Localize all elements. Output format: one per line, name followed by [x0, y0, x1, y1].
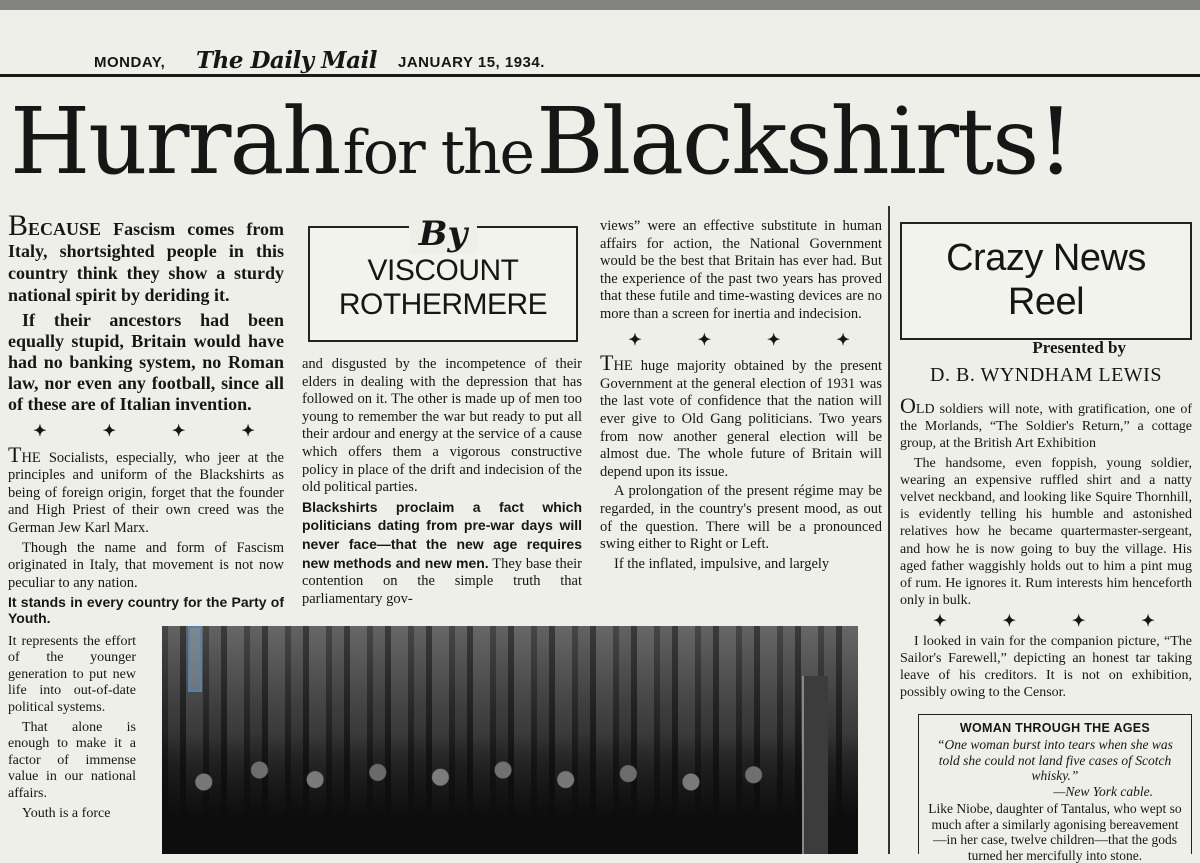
- woman-through-the-ages-box: [918, 714, 1192, 863]
- presented-by: Presented by: [1032, 338, 1126, 357]
- masthead-paper-name: The Daily Mail: [196, 47, 378, 74]
- drop-cap: B: [8, 209, 29, 242]
- masthead-rule: [0, 74, 1200, 77]
- paragraph: [900, 393, 1192, 453]
- section-divider-stars: ✦ ✦ ✦ ✦: [33, 423, 281, 440]
- paragraph: It represents the effort of the younger generation to put new life into out-of-date political systems.: [8, 634, 136, 715]
- crazy-title-line-2: Reel: [1007, 281, 1085, 323]
- paragraph: and disgusted by the incompetence of their elders in dealing with the depression that has followed on it. The other is made up of men too young to remember the war but ready to put all their ardour and energy at the service of a cause which offers them a vigorous constructive policy in place of the drift and indecision of the old political parties.: [302, 356, 582, 496]
- paragraph: [8, 441, 284, 538]
- headline-word-hurrah: Hurrah: [10, 88, 340, 195]
- small-caps: ECAUSE: [28, 219, 102, 239]
- paragraph: I looked in vain for the companion picture, “The Sailor's Farewell,” depicting an honest tar taking leave of his creditors. It is not on exhibition, possibly owing to the Censor.: [900, 633, 1192, 701]
- crazy-news-reel-box: [900, 222, 1192, 340]
- headline-word-blackshirts: Blackshirts!: [536, 88, 1073, 195]
- paragraph-bold: It stands in every country for the Party of Youth.: [8, 594, 284, 627]
- byline-author-line-1: VISCOUNT: [367, 254, 519, 287]
- paragraph: A prolongation of the present régime may be regarded, in the country's present mood, as out of the question. There will be a pronounced swing either to Right or Left.: [600, 483, 882, 553]
- woman-box-title: WOMAN THROUGH THE AGES: [959, 721, 1151, 735]
- crazy-title-line-1: Crazy News: [946, 237, 1146, 279]
- byline-box: [308, 214, 578, 342]
- paragraph-text: LD soldiers will note, with gratification, one of the Morlands, “The Soldier's Return,” a cottage group, at the British Art Exhibition: [900, 402, 1192, 452]
- section-divider-stars: ✦ ✦ ✦ ✦: [628, 331, 876, 349]
- paragraph: The handsome, even foppish, young soldier, wearing an expensive ruffled shirt and a natty velvet neckband, and looking like Squire Thornhill, is evidently telling his humble and astonished relatives how he became quartermaster-sergeant, and how he is now going to buy the village. His aged father waggishly holds out to him a pint mug of rum. He ignores it. Rum interests him henceforth only in bulk.: [900, 455, 1192, 609]
- paragraph-text: Fascism comes from Italy, shortsighted people in this country think they show a sturdy national spirit by deriding it.: [8, 219, 284, 305]
- headline-word-for-the: for the: [342, 118, 533, 188]
- article-narrow-column: [8, 634, 136, 826]
- paragraph: [600, 350, 882, 481]
- masthead-day: MONDAY,: [94, 54, 166, 71]
- woman-box-quote: “One woman burst into tears when she was told she could not land five cases of Scotch whisky.”: [937, 737, 1173, 783]
- crazy-author: D. B. WYNDHAM LEWIS: [930, 364, 1162, 386]
- column-rule: [888, 206, 890, 854]
- photo-blackshirts-march: [162, 626, 858, 854]
- paragraph: Though the name and form of Fascism originated in Italy, that movement is not now peculiar to any nation.: [8, 539, 284, 591]
- article-column-1: [8, 209, 284, 628]
- selection-marker: [188, 626, 202, 692]
- paragraph: [8, 209, 284, 306]
- masthead-date: JANUARY 15, 1934.: [398, 54, 545, 71]
- paragraph-text: They base their contention on the simple truth that parliamentary gov-: [302, 555, 582, 607]
- woman-box-source: —New York cable.: [1053, 783, 1153, 799]
- byline-by: By: [409, 214, 478, 254]
- photo-crowd: [162, 734, 858, 854]
- article-column-2: [302, 356, 582, 610]
- paragraph: [302, 499, 582, 609]
- masthead: [0, 0, 1200, 80]
- paragraph: That alone is enough to make it a factor of immense value in our national affairs.: [8, 720, 136, 801]
- byline-author-line-2: ROTHERMERE: [338, 288, 548, 321]
- paragraph: If the inflated, impulsive, and largely: [614, 555, 830, 572]
- paragraph: views” were an effective substitute in human affairs for action, the National Government would be the best that Britain has ever had. But the experience of the past two years has proved that these futile and time-wasting devices are no more than a screen for inertia and indecision.: [600, 218, 882, 322]
- paragraph: If their ancestors had been equally stupid, Britain would have had no banking system, no Roman law, nor even any football, since all of these are of Italian invention.: [8, 310, 284, 414]
- initial-cap: T: [8, 441, 22, 467]
- initial-cap: T: [600, 350, 614, 376]
- section-divider-stars: ✦ ✦ ✦ ✦: [933, 613, 1181, 631]
- woman-box-body: Like Niobe, daughter of Tantalus, who wept so much after a similarly agonising bereavement—in her case, twelve children—that the gods turned her mercifully into stone.: [928, 801, 1182, 863]
- paragraph: Youth is a force: [22, 806, 111, 822]
- paragraph-text: HE huge majority obtained by the present Government at the general election of 1931 was the last vote of confidence that the nation will ever give to Old Gang politicians. Two years from now another general election will be almost due. The whole future of Britain will depend upon its issue.: [600, 358, 882, 480]
- paragraph-bold: Blackshirts proclaim a fact which politicians dating from pre-war days will never face—that the new age requires new methods and new men.: [302, 498, 582, 571]
- paragraph-text: HE Socialists, especially, who jeer at the principles and uniform of the Blackshirts as being of foreign origin, forget that the founder and High Priest of their own creed was the German Jew Karl Marx.: [8, 449, 284, 536]
- article-column-4: [900, 393, 1192, 703]
- headline: [10, 82, 1200, 202]
- article-column-3: [600, 218, 882, 575]
- photo-flag: [802, 676, 828, 854]
- initial-cap: O: [900, 393, 916, 418]
- masthead-top-band: [0, 0, 1200, 10]
